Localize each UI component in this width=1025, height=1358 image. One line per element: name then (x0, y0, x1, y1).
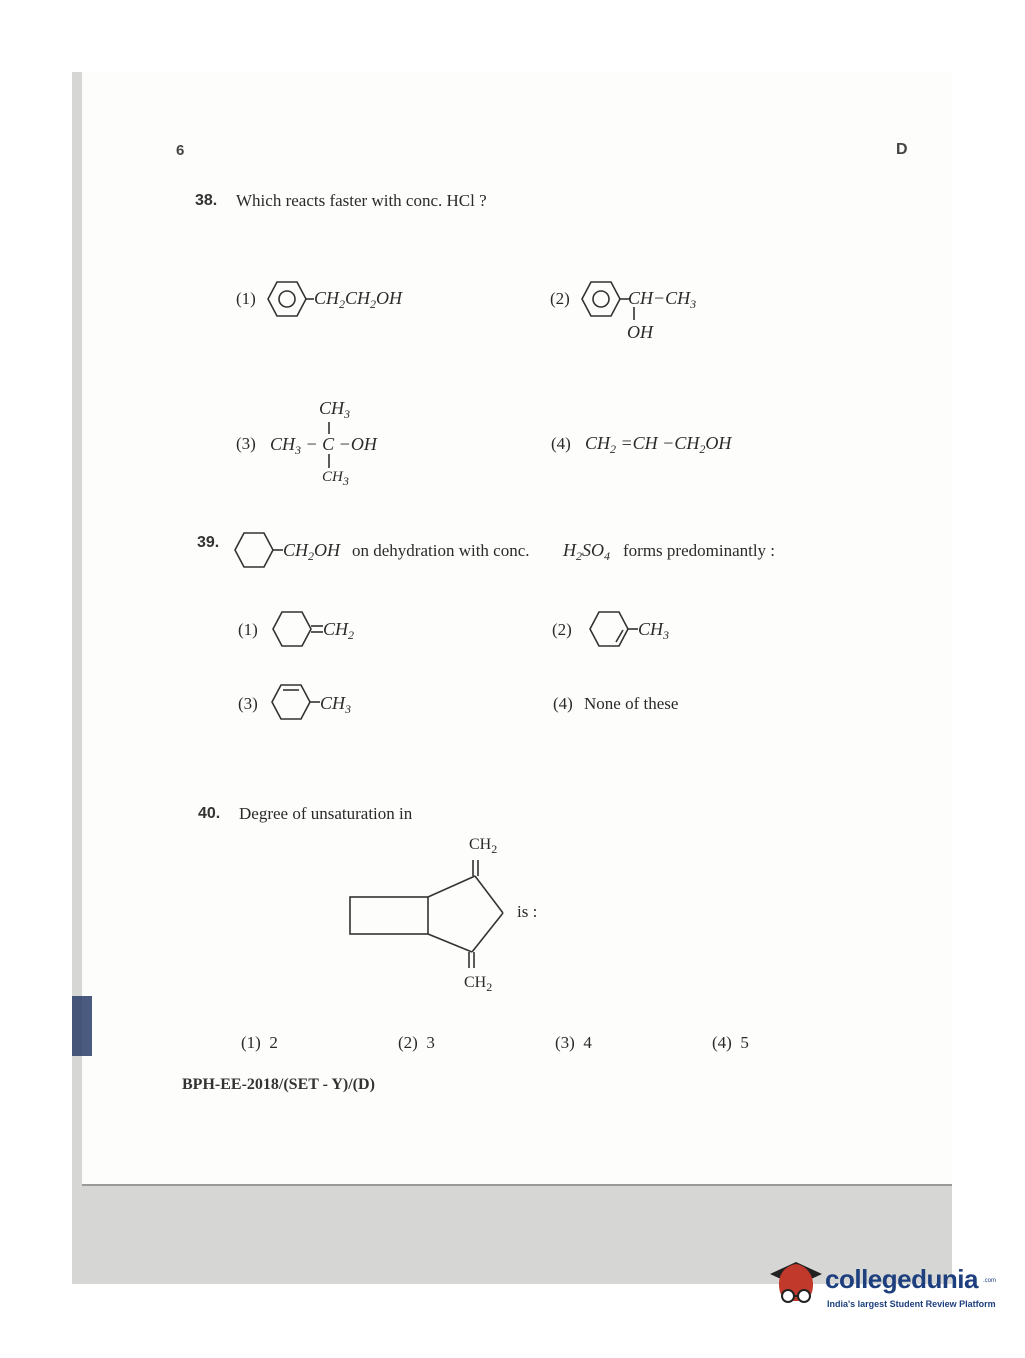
q39-option-4-label: (4) (553, 694, 573, 713)
q39-option-3-label: (3) (238, 694, 258, 713)
benzene-ring-icon (268, 280, 314, 320)
q38-option-3-formula: $CH_3 - C -OH$ (270, 434, 377, 457)
q40-option-4: (4) 5 (712, 1033, 749, 1052)
q38-option-3-methyl-top: $CH_3$ (319, 398, 351, 421)
q40-text: Degree of unsaturation in (239, 804, 413, 823)
q40-methylene-bottom: $CH_2$ (464, 974, 493, 994)
q38-option-4-formula: $CH_2 =CH -CH_2OH$ (585, 433, 732, 456)
bicyclic-structure-icon (348, 856, 508, 976)
cyclohexene-ring-icon (590, 610, 640, 650)
brand-tagline: India's largest Student Review Platform (827, 1299, 996, 1309)
benzene-ring-icon (582, 280, 632, 340)
q38-option-4-label: (4) (551, 434, 571, 453)
q38-text: Which reacts faster with conc. HCl ? (236, 191, 487, 210)
q40-number: 40. (198, 805, 221, 822)
q40-suffix: is : (517, 902, 538, 921)
q39-option-1-label: (1) (238, 620, 258, 639)
q39-option-2-label: (2) (552, 620, 572, 639)
q38-option-2-label: (2) (550, 289, 570, 308)
brand-name: collegedunia (825, 1264, 978, 1294)
page-edge-mark (72, 996, 92, 1056)
q40-methylene-top: $CH_2$ (469, 836, 498, 856)
q40-option-1: (1) 2 (241, 1033, 278, 1052)
q39-option-1-formula: $CH_2$ (323, 619, 355, 642)
page-number: 6 (176, 142, 185, 159)
brand-domain: .com (983, 1278, 997, 1284)
q38-option-1-label: (1) (236, 289, 256, 308)
cyclohexane-ring-icon (273, 610, 325, 650)
q39-text-end: forms predominantly : (623, 541, 776, 560)
q39-option-2-formula: $CH_3$ (638, 619, 670, 642)
q39-number: 39. (197, 534, 220, 551)
q38-number: 38. (195, 192, 218, 209)
q39-reactant-formula: $CH_2OH$ (283, 540, 341, 563)
q38-option-3-label: (3) (236, 434, 256, 453)
set-letter: D (896, 141, 908, 158)
q39-option-4-text: None of these (584, 694, 679, 713)
q39-option-3-formula: $CH_3$ (320, 693, 352, 716)
q38-option-2-formula: $CH-CH_3$ (628, 288, 697, 311)
cyclohexane-ring-icon (235, 531, 285, 571)
footer-exam-code: BPH-EE-2018/(SET - Y)/(D) (182, 1076, 375, 1093)
q39-text-middle: on dehydration with conc. (352, 541, 530, 560)
q38-option-2-hydroxyl: OH (627, 322, 653, 342)
q38-option-1-formula: $CH_2CH_2OH$ (314, 288, 403, 311)
q38-option-3-methyl-bottom: $CH_3$ (322, 469, 349, 488)
cyclohexene-ring-icon (272, 683, 322, 723)
q40-option-3: (3) 4 (555, 1033, 592, 1052)
collegedunia-logo-icon (766, 1252, 826, 1312)
q40-option-2: (2) 3 (398, 1033, 435, 1052)
exam-page (82, 72, 952, 1186)
q39-reagent-formula: $H_2SO_4$ (563, 540, 610, 563)
